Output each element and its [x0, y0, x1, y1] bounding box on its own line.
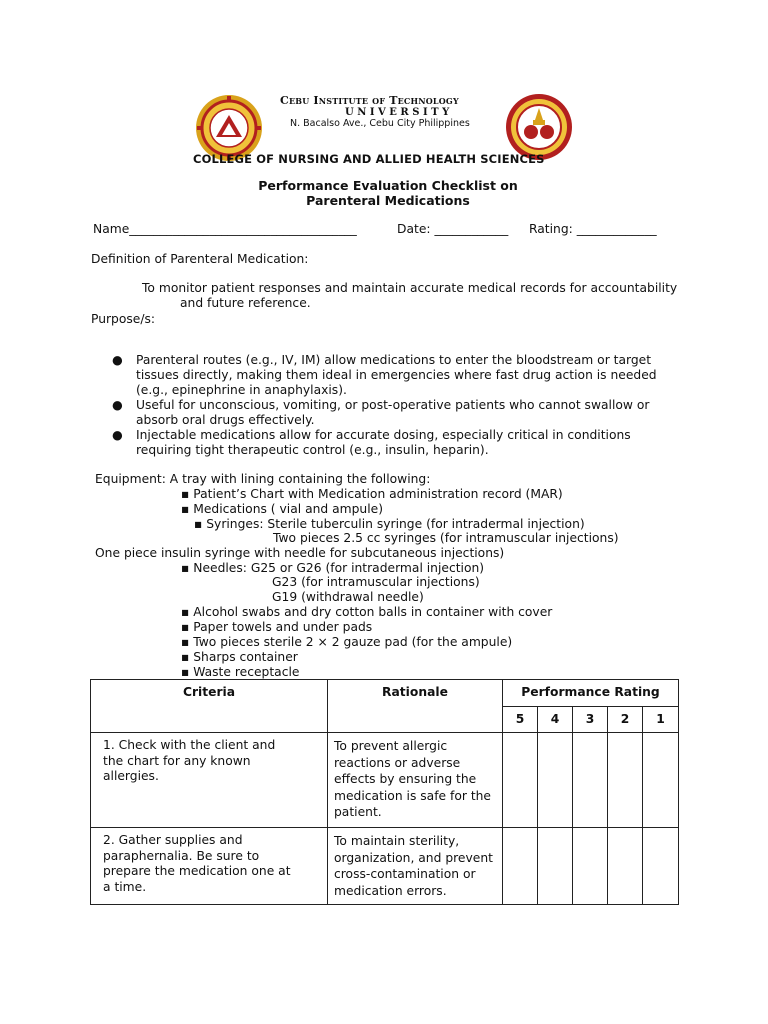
bullet-icon: ● [112, 353, 123, 367]
list-item: ● Injectable medications allow for accurate dosing, especially critical in conditions requiring tight therapeutic control (e.g., insulin, heparin). [112, 428, 631, 457]
list-item: ● Useful for unconscious, vomiting, or post-operative patients who cannot swallow or absorb oral drugs effectively. [112, 398, 650, 427]
rating-5-header: 5 [503, 707, 538, 733]
rating-cell-4[interactable] [538, 733, 573, 828]
rating-cell-4[interactable] [538, 828, 573, 905]
institution-name: Cebu Institute of Technology [280, 94, 459, 107]
equipment-item: ▪ Alcohol swabs and dry cotton balls in container with cover [181, 605, 553, 619]
definition-text-line2: and future reference. [180, 296, 311, 310]
equipment-item: ▪ Medications ( vial and ampule) [181, 502, 384, 516]
equipment-item: One piece insulin syringe with needle for subcutaneous injections) [95, 546, 505, 560]
evaluation-table [90, 679, 679, 905]
rating-cell-1[interactable] [643, 733, 679, 828]
equipment-item: ▪ Sharps container [181, 650, 298, 664]
equipment-item: ▪ Syringes: Sterile tuberculin syringe (for intradermal injection) [194, 517, 585, 531]
equipment-item: ▪ Needles: G25 or G26 (for intradermal injection) [181, 561, 485, 575]
equipment-item: ▪ Patient’s Chart with Medication administration record (MAR) [181, 487, 563, 501]
rationale-cell: To maintain sterility, organization, and prevent cross-contamination or medication errors. [328, 828, 503, 905]
rating-field: Rating: _____________ [529, 222, 657, 236]
table-row [91, 733, 679, 828]
criteria-header: Criteria [91, 680, 328, 733]
criteria-cell: 2. Gather supplies and paraphernalia. Be sure to prepare the medication one at a time. [91, 828, 328, 905]
equipment-item: ▪ Paper towels and under pads [181, 620, 373, 634]
equipment-item: ▪ Two pieces sterile 2 × 2 gauze pad (for the ampule) [181, 635, 513, 649]
document-title-line2: Parenteral Medications [306, 193, 470, 208]
institution-address: N. Bacalso Ave., Cebu City Philippines [290, 118, 470, 129]
list-item: ● Parenteral routes (e.g., IV, IM) allow medications to enter the bloodstream or target tissues directly, making them ideal in emergencies where fast drug action is needed (e.g., epinephrine in anaphylaxis). [112, 353, 657, 397]
rating-cell-3[interactable] [573, 828, 608, 905]
rating-2-header: 2 [608, 707, 643, 733]
equipment-item: G23 (for intramuscular injections) [272, 575, 480, 589]
rationale-cell: To prevent allergic reactions or adverse effects by ensuring the medication is safe for the patient. [328, 733, 503, 828]
performance-rating-header: Performance Rating [503, 680, 679, 707]
rating-cell-1[interactable] [643, 828, 679, 905]
rating-cell-5[interactable] [503, 828, 538, 905]
equipment-item: ▪ Waste receptacle [181, 665, 300, 679]
name-field: Name_____________________________________ [93, 222, 357, 236]
university-label: UNIVERSITY [345, 107, 453, 118]
rating-cell-2[interactable] [608, 733, 643, 828]
bullet-icon: ● [112, 398, 123, 412]
equipment-item: G19 (withdrawal needle) [272, 590, 424, 604]
purpose-label: Purpose/s: [91, 312, 156, 326]
date-field: Date: ____________ [397, 222, 509, 236]
rating-1-header: 1 [643, 707, 679, 733]
bullet-icon: ● [112, 428, 123, 442]
rating-cell-3[interactable] [573, 733, 608, 828]
rating-4-header: 4 [538, 707, 573, 733]
rating-cell-2[interactable] [608, 828, 643, 905]
equipment-item: Two pieces 2.5 cc syringes (for intramuscular injections) [273, 531, 619, 545]
equipment-intro: Equipment: A tray with lining containing the following: [95, 472, 431, 486]
rating-cell-5[interactable] [503, 733, 538, 828]
definition-label: Definition of Parenteral Medication: [91, 252, 309, 266]
table-row [91, 828, 679, 905]
document-title-line1: Performance Evaluation Checklist on [258, 178, 518, 193]
definition-text-line1: To monitor patient responses and maintain accurate medical records for accountability [142, 281, 678, 295]
rationale-header: Rationale [328, 680, 503, 733]
college-name: COLLEGE OF NURSING AND ALLIED HEALTH SCIENCES [193, 152, 545, 166]
rating-3-header: 3 [573, 707, 608, 733]
purpose-list [110, 353, 670, 458]
criteria-cell: 1. Check with the client and the chart for any known allergies. [91, 733, 328, 828]
